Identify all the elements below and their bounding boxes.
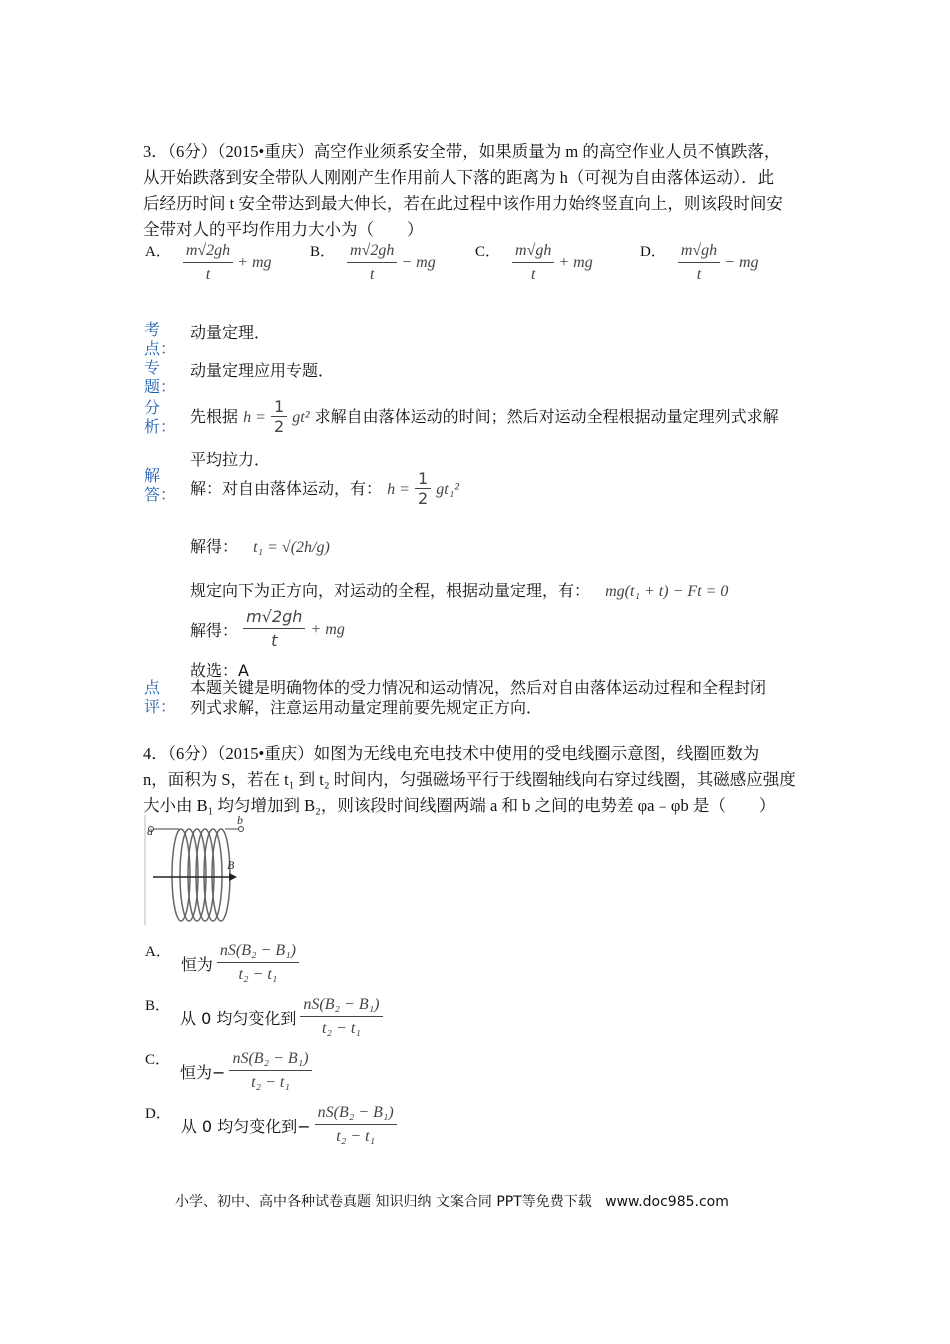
fraction-numerator: nS(B₂ − B₁) (217, 940, 299, 963)
fraction-numerator: m√gh (512, 240, 554, 263)
jieda-step-5: 故选：A (190, 661, 249, 680)
option-fraction (512, 240, 554, 287)
fraction-numerator: nS(B₂ − B₁) (315, 1102, 397, 1125)
fraction-denominator: t (205, 266, 211, 283)
option-tail: + mg (558, 254, 593, 272)
kaodian-text: 动量定理． (190, 323, 271, 342)
dianping-line: 本题关键是明确物体的受力情况和运动情况，然后对自由落体运动过程和全程封闭 (190, 678, 767, 697)
fenxi-line2: 平均拉力． (190, 450, 271, 469)
fraction-numerator: m√2gh (183, 240, 233, 263)
q4-stem (143, 741, 823, 819)
jieda-step-1-rhs: gt₁² (436, 481, 460, 498)
q4-option-a[interactable] (145, 940, 299, 987)
option-letter: D． (640, 244, 666, 260)
jieda-step-1 (190, 470, 459, 509)
zhuanti-text: 动量定理应用专题． (190, 361, 335, 380)
option-prefix: 恒为− (180, 1063, 226, 1082)
option-tail: + mg (237, 254, 272, 272)
fraction-denominator: t (271, 631, 278, 650)
q4-option-c[interactable] (145, 1048, 312, 1095)
fraction-denominator: t₂ − t₁ (238, 966, 278, 983)
option-letter: D． (145, 1106, 171, 1122)
coil-figure (143, 815, 253, 925)
fraction-denominator: t (696, 266, 702, 283)
q4-line: n，面积为 S，若在 t₁ 到 t₂ 时间内，匀强磁场平行于线圈轴线向右穿过线圈，其磁感应强度 (143, 770, 796, 789)
fraction-numerator: 1 (415, 470, 431, 489)
jieda-step-3 (190, 578, 728, 601)
jieda-step-2-formula: t₁ = √(2h/g) (253, 539, 330, 556)
option-fraction (300, 994, 382, 1041)
option-prefix: 从 0 均匀变化到− (180, 1117, 311, 1136)
q3-option-b[interactable] (310, 240, 436, 287)
fraction-denominator: 2 (274, 417, 285, 436)
q3-line: 全带对人的平均作用力大小为（ ） (143, 220, 424, 239)
fraction-numerator: m√2gh (243, 606, 305, 629)
option-letter: A． (145, 944, 171, 960)
option-fraction (229, 1048, 311, 1095)
fenxi-formula-rhs: gt² (292, 409, 310, 426)
jieda-step-1-fraction (415, 470, 431, 509)
option-letter: C． (475, 244, 501, 260)
option-fraction (678, 240, 720, 287)
jieda-step-3-text: 规定向下为正方向，对运动的全程，根据动量定理，有： (190, 581, 591, 600)
option-fraction (347, 240, 397, 287)
fraction-numerator: m√2gh (347, 240, 397, 263)
fraction-numerator: m√gh (678, 240, 720, 263)
fraction-denominator: 2 (418, 489, 429, 508)
fraction-denominator: t (369, 266, 375, 283)
q4-option-b[interactable] (145, 994, 383, 1041)
coil-label-b: b (237, 815, 243, 827)
option-prefix: 恒为 (180, 955, 213, 974)
fraction-denominator: t (530, 266, 536, 283)
option-letter: B． (310, 244, 336, 260)
fraction-numerator: 1 (271, 398, 287, 417)
coil-label-a: a (147, 824, 153, 838)
q3-option-a[interactable] (145, 240, 272, 287)
jieda-step-3-formula: mg(t₁ + t) − Ft = 0 (605, 583, 729, 600)
q3-stem (143, 139, 823, 243)
jieda-step-1-text: 解：对自由落体运动，有： (190, 479, 383, 498)
option-prefix: 从 0 均匀变化到 (180, 1009, 297, 1028)
fenxi-pre: 先根据 (190, 407, 239, 426)
fenxi-formula-fraction (271, 398, 287, 437)
fraction-denominator: t₂ − t₁ (322, 1020, 361, 1037)
page-footer: 小学、初中、高中各种试卷真题 知识归纳 文案合同 PPT等免费下载 www.doc985.com (175, 1194, 729, 1210)
q4-line: 4．（6分）（2015•重庆）如图为无线电充电技术中使用的受电线圈示意图，线圈匝数为 (143, 744, 760, 763)
dianping-text (190, 678, 766, 718)
fenxi-text (190, 398, 779, 437)
fraction-numerator: nS(B₂ − B₁) (229, 1048, 311, 1071)
option-letter: B． (145, 998, 171, 1014)
q3-line: 从开始跌落到安全带队人刚刚产生作用前人下落的距离为 h（可视为自由落体运动）．此 (143, 168, 775, 187)
q4-line: 大小由 B₁ 均匀增加到 B₂，则该段时间线圈两端 a 和 b 之间的电势差 φa﹣φb 是（ ） (143, 796, 776, 815)
dianping-line: 列式求解，注意运用动量定理前要先规定正方向． (190, 698, 543, 717)
option-fraction (217, 940, 299, 987)
jieda-step-2 (190, 534, 330, 557)
fraction-denominator: t₂ − t₁ (251, 1074, 290, 1091)
q4-option-d[interactable] (145, 1102, 397, 1149)
option-tail: − mg (401, 254, 436, 272)
option-tail: − mg (724, 254, 759, 272)
jieda-step-4 (190, 606, 345, 653)
option-fraction (315, 1102, 397, 1149)
jieda-step-4-fraction (243, 606, 305, 653)
q3-option-c[interactable] (475, 240, 593, 287)
q3-line: 3．（6分）（2015•重庆）高空作业须系安全带，如果质量为 m 的高空作业人员不慎跌落， (143, 142, 781, 161)
q3-line: 后经历时间 t 安全带达到最大伸长，若在此过程中该作用力始终竖直向上，则该段时间安 (143, 194, 783, 213)
option-letter: C． (145, 1052, 171, 1068)
option-fraction (183, 240, 233, 287)
jieda-label: 解答： (144, 466, 177, 504)
zhuanti-label: 专题： (144, 358, 177, 396)
jieda-step-1-lhs: h = (387, 481, 410, 498)
q3-option-d[interactable] (640, 240, 759, 287)
option-letter: A． (145, 244, 171, 260)
jieda-step-2-text: 解得： (190, 537, 239, 556)
fraction-denominator: t₂ − t₁ (336, 1128, 376, 1145)
fenxi-post: 求解自由落体运动的时间；然后对运动全程根据动量定理列式求解 (314, 407, 779, 426)
dianping-label: 点评： (144, 678, 177, 716)
kaodian-label: 考点： (144, 320, 177, 358)
jieda-step-4-text: 解得： (190, 621, 239, 640)
jieda-step-4-tail: + mg (310, 621, 345, 638)
fraction-numerator: nS(B₂ − B₁) (300, 994, 382, 1017)
fenxi-label: 分析： (144, 398, 177, 436)
fenxi-formula-lhs: h = (243, 409, 266, 426)
coil-label-B: B (227, 858, 235, 872)
coil-diagram (143, 815, 253, 925)
